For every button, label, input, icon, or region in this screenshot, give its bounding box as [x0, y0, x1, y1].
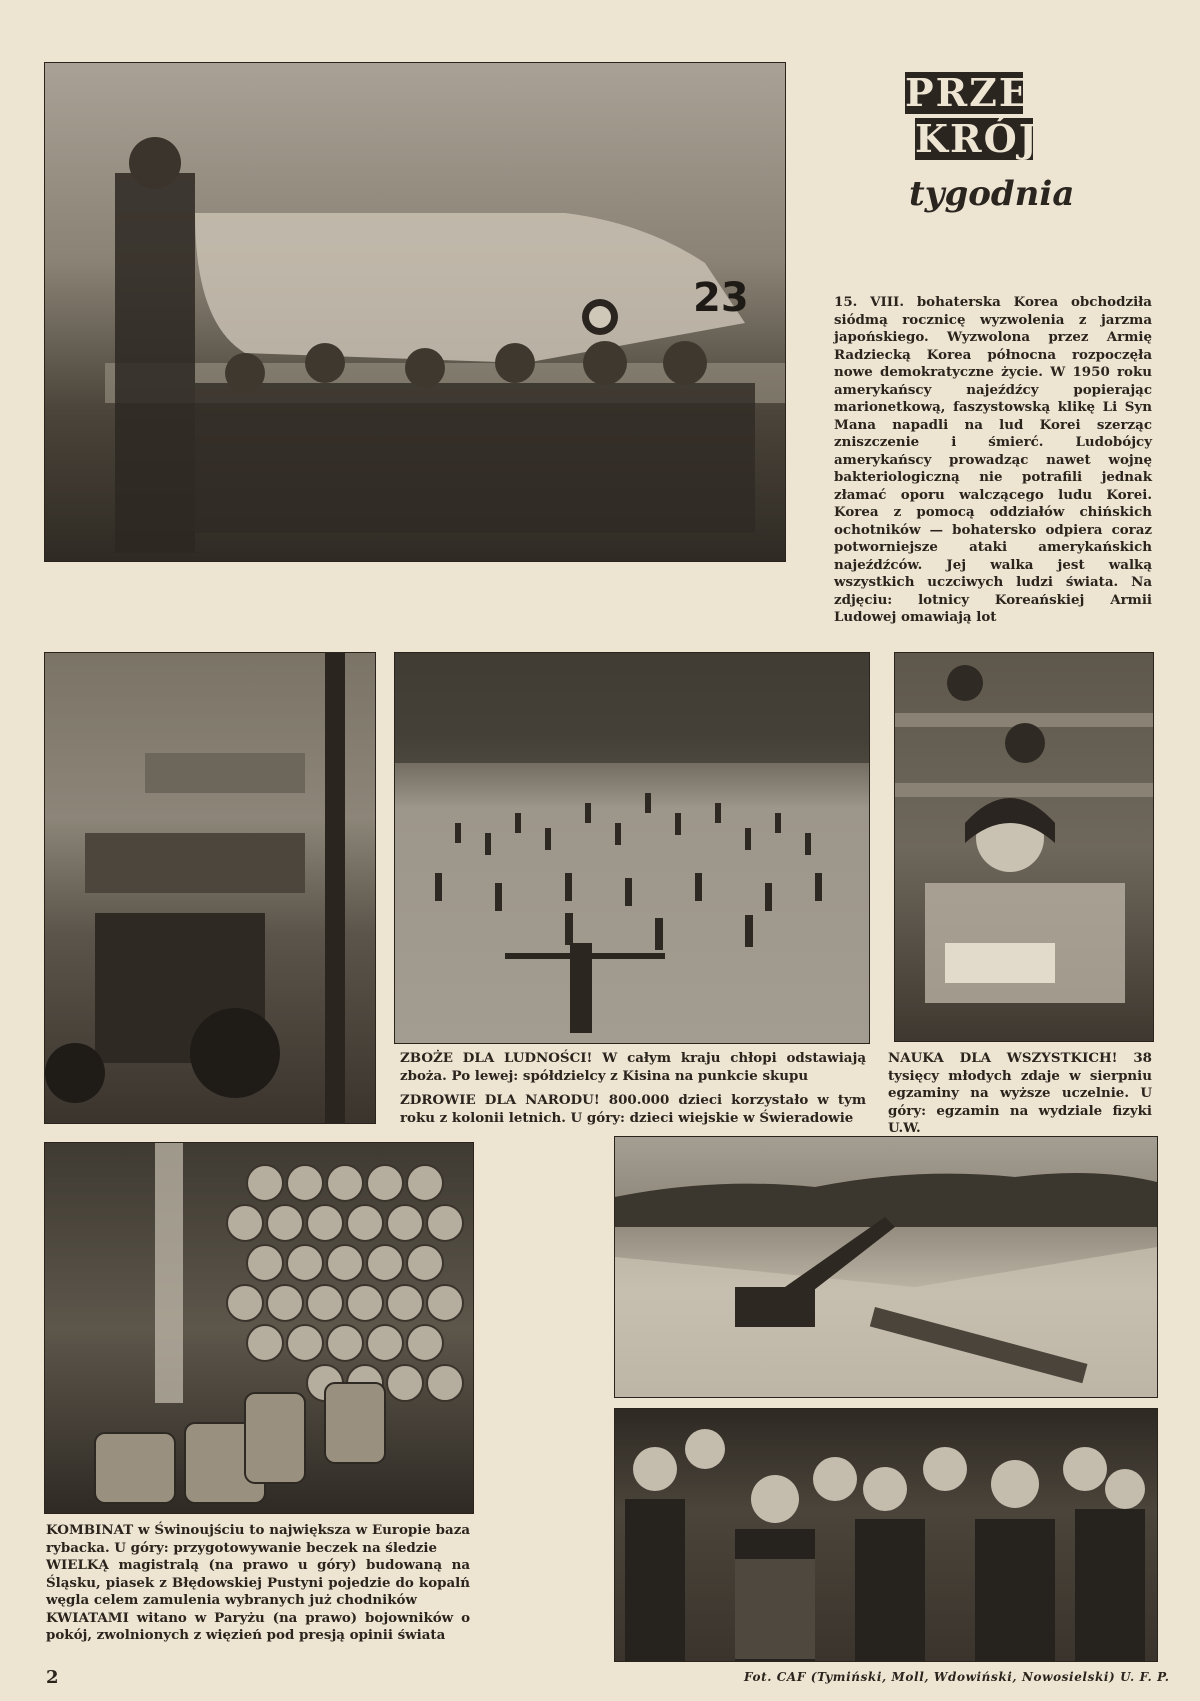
caption-magistrala-text: WIELKĄ magistralą (na prawo u góry) budowaną na Śląsku, piasek z Błędowskiej Pustyni pojedzie do kopalń węgla celem zamulenia wybranych już chodników	[46, 1557, 470, 1608]
caption-paris-text: KWIATAMI witano w Paryżu (na prawo) bojowników o pokój, zwolnionych z więzień pod presją opinii świata	[46, 1609, 470, 1643]
photo-barrels	[44, 1142, 474, 1514]
caption-korea-text: 15. VIII. bohaterska Korea obchodziła siódmą rocznicę wyzwolenia z jarzma japońskiego. Wyzwolona przez Armię Radziecką Korea północna rozpoczęła nowe demokratyczne życie. W 1950 roku amerykańscy najeźdźcy popierając marionetkową, faszystowską klikę Li Syn Mana napadli na lud Korei szerząc zniszczenie i śmierć. Ludobójcy amerykańscy prowadząc nawet wojnę bakteriologiczną nie potrafili jednak złamać oporu walczącego ludu Korei. Korea z pomocą oddziałów chińskich ochotników — bohatersko odpiera coraz potworniejsze ataki amerykańskich najeźdźców. Jej walka jest walką wszystkich uczciwych ludzi świata. Na zdjęciu: lotnicy Koreańskiej Armii Ludowej omawiają lot	[834, 294, 1152, 625]
magazine-logo	[905, 70, 1075, 214]
caption-kombinat	[46, 1522, 470, 1645]
caption-grain	[400, 1050, 866, 1085]
caption-korea	[834, 294, 1152, 627]
caption-science-text: NAUKA DLA WSZYSTKICH! 38 tysięcy młodych zdaje w sierpniu egzaminy na wyższe uczelnie. U góry: egzamin na wydziale fizyki U.W.	[888, 1050, 1152, 1136]
plane-number: 23	[693, 275, 749, 321]
photo-physics-exam	[894, 652, 1154, 1042]
photo-tractor-grain	[44, 652, 376, 1124]
photo-korean-pilots	[44, 62, 786, 562]
page-number: 2	[46, 1667, 59, 1688]
caption-health-text: ZDROWIE DLA NARODU! 800.000 dzieci korzystało w tym roku z kolonii letnich. U góry: dzieci wiejskie w Świeradowie	[400, 1092, 866, 1126]
caption-grain-text: ZBOŻE DLA LUDNOŚCI! W całym kraju chłopi odstawiają zboża. Po lewej: spółdzielcy z Kisina na punkcie skupu	[400, 1050, 866, 1084]
caption-health	[400, 1092, 866, 1127]
caption-kombinat-text: KOMBINAT w Świnoujściu to największa w Europie baza rybacka. U góry: przygotowywanie beczek na śledzie	[46, 1522, 470, 1556]
photo-paris-welcome	[614, 1408, 1158, 1662]
photo-children-exercise	[394, 652, 870, 1044]
photo-credits: Fot. CAF (Tymiński, Moll, Wdowiński, Nowosielski) U. F. P.	[744, 1670, 1170, 1684]
logo-line-1: PRZE	[905, 70, 1030, 115]
caption-science	[888, 1050, 1152, 1138]
photo-excavator-magistrala	[614, 1136, 1158, 1398]
logo-subtitle: tygodnia	[909, 174, 1075, 214]
logo-line-2: KRÓJ	[915, 116, 1039, 161]
